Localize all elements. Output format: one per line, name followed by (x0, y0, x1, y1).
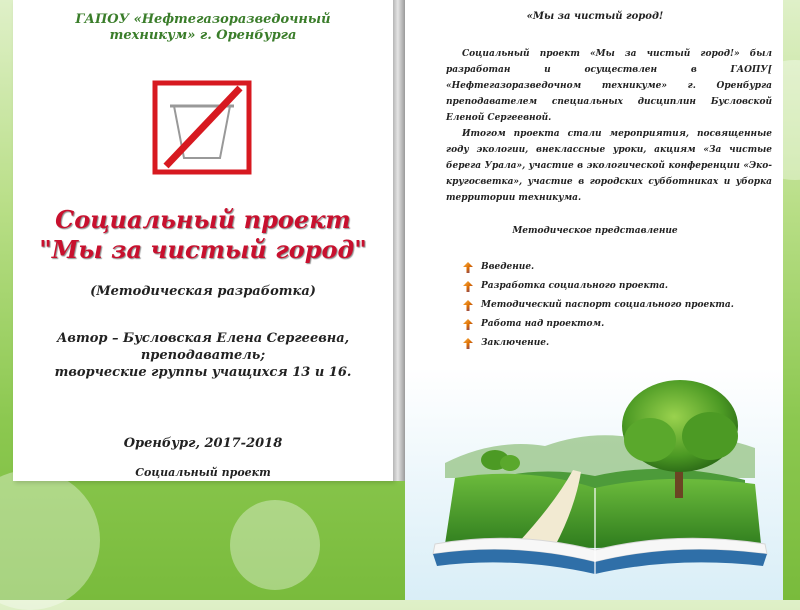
author-line-3: творческие группы учащихся 13 и 16. (54, 365, 352, 380)
arrow-bullet-icon (463, 338, 473, 349)
author-line-1: Автор – Бусловская Елена Сергеевна, (56, 331, 350, 346)
contents-list (463, 258, 734, 353)
background-bokeh (230, 500, 320, 590)
paragraph-results: Итогом проекта стали мероприятия, посвященные году экологии, внеклассные уроки, акциям «За чистые берега Урала», участие в экологической конференции «Эко-кругосветка», участие в городских субботниках и уборка территории техникума. (446, 129, 772, 203)
book-spine (393, 0, 405, 481)
arrow-bullet-icon (463, 300, 473, 311)
page-title (23, 205, 383, 265)
title-line-1: Социальный проект (55, 205, 351, 234)
city-year: Оренбург, 2017-2018 (123, 436, 283, 451)
list-item: Заключение. (463, 334, 734, 353)
arrow-bullet-icon (463, 262, 473, 273)
cover-footer: Социальный проект (135, 466, 271, 479)
list-item: Работа над проектом. (463, 315, 734, 334)
organization-name (33, 12, 373, 44)
right-page-title: «Мы за чистый город! (526, 11, 664, 22)
arrow-bullet-icon (463, 319, 473, 330)
author-line-2: преподаватель; (140, 348, 266, 363)
paragraph-intro: Социальный проект «Мы за чистый город!» был разработан и осуществлен в ГАОПУ[ «Нефтегазоразведочном техникуме» г. Оренбурга преподавателем специальных дисциплин Бусловской Еленой Сергеевной. (446, 49, 772, 123)
list-item: Введение. (463, 258, 734, 277)
list-item: Разработка социального проекта. (463, 277, 734, 296)
background-bokeh (0, 470, 100, 610)
org-line-2: техникум» г. Оренбурга (109, 28, 297, 43)
section-title: Методическое представление (512, 226, 678, 236)
subtitle: (Методическая разработка) (90, 284, 316, 299)
title-line-2: "Мы за чистый город" (39, 235, 367, 264)
arrow-bullet-icon (463, 281, 473, 292)
no-litter-icon (152, 80, 252, 175)
list-item: Методический паспорт социального проекта. (463, 296, 734, 315)
cover-page (13, 0, 393, 481)
open-book-illustration (405, 368, 783, 600)
org-line-1: ГАПОУ «Нефтегазоразведочный (75, 12, 331, 27)
author-block (33, 330, 373, 381)
